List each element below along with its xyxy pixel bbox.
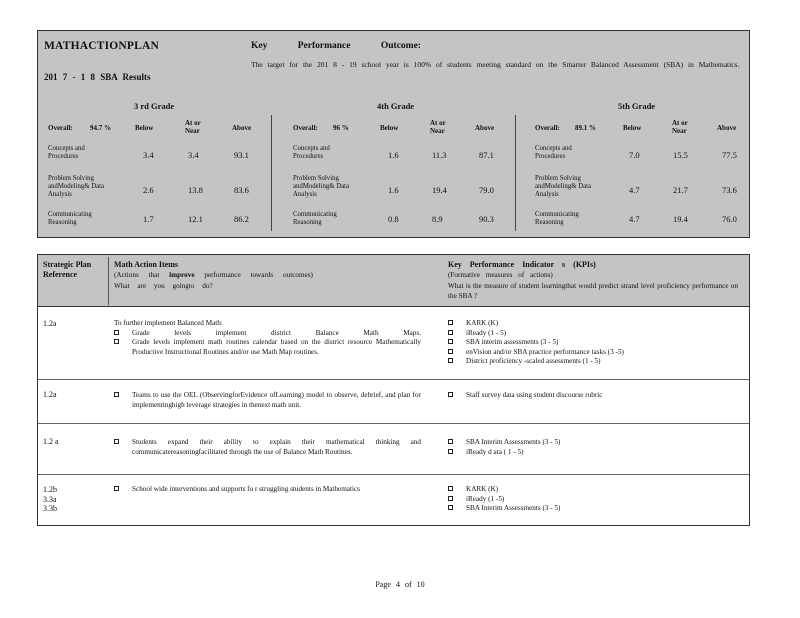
- table-header: [38, 255, 749, 307]
- kpi-item: [448, 338, 748, 348]
- action-section: [38, 308, 749, 380]
- kpi-text: SBA Interim Assessments (3 - 5): [466, 438, 561, 446]
- action-items-header: Math Action Items: [114, 260, 178, 269]
- plan-reference: 1.2 a: [43, 437, 59, 446]
- action-text: Teams to use the OEL (ObservingforEvidence ofLearning) model to observe, debrief, and plan for implementinghigh leverage strategies in thenext math unit.: [132, 391, 421, 409]
- action-plan-table: [37, 254, 750, 526]
- row-label: Communicating Reasoning: [535, 211, 579, 226]
- bullet-box-icon: [448, 320, 453, 325]
- bullet-box-icon: [448, 439, 453, 444]
- action-item: [114, 338, 421, 357]
- row-label: Problem Solving andModeling& Data Analysis: [293, 175, 350, 198]
- kpi-list: [448, 319, 748, 367]
- kpi-subheader: (Formative measures of actions): [448, 271, 553, 279]
- bullet-box-icon: [448, 486, 453, 491]
- action-item: [114, 329, 421, 339]
- action-section: [38, 425, 749, 475]
- action-items-question: What are you goingto do?: [114, 282, 213, 290]
- value-below: 0.8: [388, 214, 399, 224]
- value-near: 3.4: [188, 150, 199, 160]
- col-below: Below: [135, 124, 154, 132]
- value-near: 21.7: [673, 185, 688, 195]
- value-near: 11.3: [432, 150, 447, 160]
- value-below: 2.6: [143, 185, 154, 195]
- kpi-item: [448, 348, 748, 358]
- value-near: 19.4: [432, 185, 447, 195]
- value-above: 76.0: [722, 214, 737, 224]
- kpi-list: [448, 391, 748, 401]
- kpi-item: [448, 485, 748, 495]
- action-items: [114, 485, 421, 495]
- plan-reference: 3.3a: [43, 494, 57, 504]
- grade-title: 3 rd Grade: [134, 101, 175, 111]
- col-above: Above: [717, 124, 737, 132]
- key-performance-outcome-label: Key Performance Outcome:: [251, 41, 421, 51]
- col-at-or-near: At or Near: [430, 119, 446, 135]
- overall-value: 89.1 %: [575, 124, 596, 132]
- kpi-text: Staff survey data using student discourse rubric: [466, 391, 603, 399]
- kpi-header: Key Performance Indicator s (KPIs): [448, 260, 596, 269]
- bullet-box-icon: [114, 439, 119, 444]
- plan-references: [43, 485, 57, 514]
- action-item: [114, 438, 421, 457]
- action-text: Students expand their ability to explain their mathematical thinking and communicatereasoningfacilitated through the use of Balance Math Routines.: [132, 438, 421, 456]
- bullet-box-icon: [448, 505, 453, 510]
- kpi-list: [448, 438, 748, 457]
- row-label: Concepts and Procedures: [293, 145, 330, 160]
- kpi-list: [448, 485, 748, 514]
- value-below: 1.6: [388, 185, 399, 195]
- value-above: 73.6: [722, 185, 737, 195]
- kpi-text: enVision and/or SBA practice performance tasks (3 -5): [466, 347, 624, 356]
- value-below: 4.7: [629, 214, 640, 224]
- row-label: Concepts and Procedures: [48, 145, 85, 160]
- row-label: Problem Solving andModeling& Data Analysis: [535, 175, 592, 198]
- value-above: 90.3: [479, 214, 494, 224]
- kpi-text: iReady (1 - 5): [466, 328, 507, 337]
- plan-reference: 1.2a: [43, 319, 57, 328]
- value-above: 77.5: [722, 150, 737, 160]
- value-above: 87.1: [479, 150, 494, 160]
- page-number: Page 4 of 10: [375, 580, 425, 589]
- overall-value: 96 %: [333, 124, 349, 132]
- row-label: Concepts and Procedures: [535, 145, 572, 160]
- col-above: Above: [475, 124, 495, 132]
- value-near: 19.4: [673, 214, 688, 224]
- value-above: 93.1: [234, 150, 249, 160]
- action-text: Grade levels implement math routines calendar based on the district resource Mathematically Productive Instructional Routines and/or use Math Map routines.: [132, 338, 421, 356]
- row-label: Problem Solving andModeling& Data Analysis: [48, 175, 105, 198]
- overall-label: Overall:: [535, 124, 560, 132]
- row-label: Communicating Reasoning: [293, 211, 337, 226]
- plan-reference: 1.2a: [43, 390, 57, 399]
- value-below: 1.6: [388, 150, 399, 160]
- kpi-item: [448, 357, 748, 367]
- kpi-item: [448, 391, 748, 401]
- value-above: 83.6: [234, 185, 249, 195]
- col-at-or-near: At or Near: [672, 119, 688, 135]
- kpi-text: KARK (K): [466, 485, 499, 493]
- value-near: 8.9: [432, 214, 443, 224]
- value-above: 79.0: [479, 185, 494, 195]
- kpi-item: [448, 448, 748, 458]
- bullet-box-icon: [448, 330, 453, 335]
- action-items-sub-bold: improve: [169, 271, 195, 279]
- grade-divider: [515, 115, 516, 231]
- bullet-box-icon: [114, 392, 119, 397]
- action-items: [114, 438, 421, 457]
- value-near: 13.8: [188, 185, 203, 195]
- bullet-box-icon: [448, 496, 453, 501]
- overall-label: Overall:: [48, 124, 73, 132]
- value-near: 15.5: [673, 150, 688, 160]
- bullet-box-icon: [448, 358, 453, 363]
- target-statement: The target for the 201 8 - 19 school year is 100% of students meeting standard on the Smarter Balanced Assessment (SBA) in Mathematics.: [251, 60, 740, 69]
- kpi-item: [448, 329, 748, 339]
- kpi-text: SBA interim assessments (3 - 5): [466, 338, 559, 346]
- action-text: Grade levels implement district Balance Math Maps.: [132, 328, 421, 337]
- results-subtitle: 201 7 - 1 8 SBA Results: [44, 72, 151, 82]
- kpi-item: [448, 438, 748, 448]
- value-below: 4.7: [629, 185, 640, 195]
- grade-title: 5th Grade: [618, 101, 656, 111]
- plan-reference: 3.3b: [43, 504, 57, 513]
- kpi-text: KARK (K): [466, 319, 499, 327]
- action-item: [114, 485, 421, 495]
- action-section: [38, 476, 749, 525]
- kpi-item: [448, 495, 748, 505]
- bullet-box-icon: [448, 449, 453, 454]
- action-items: [114, 391, 421, 410]
- bullet-box-icon: [448, 339, 453, 344]
- bullet-box-icon: [114, 339, 119, 344]
- overall-value: 94.7 %: [90, 124, 111, 132]
- kpi-text: SBA Interim Assessments (3 - 5): [466, 504, 561, 512]
- overall-label: Overall:: [293, 124, 318, 132]
- value-above: 86.2: [234, 214, 249, 224]
- bullet-box-icon: [448, 349, 453, 354]
- action-section: [38, 381, 749, 424]
- value-near: 12.1: [188, 214, 203, 224]
- value-below: 3.4: [143, 150, 154, 160]
- kpi-item: [448, 319, 748, 329]
- value-below: 1.7: [143, 214, 154, 224]
- action-items-sub-b: performance towards outcomes): [204, 271, 313, 279]
- action-items-subheader: [114, 271, 313, 279]
- bullet-box-icon: [114, 330, 119, 335]
- col-below: Below: [623, 124, 642, 132]
- kpi-text: iReady d ata ( 1 - 5): [466, 447, 524, 456]
- plan-reference: 1.2b: [43, 485, 57, 494]
- bullet-box-icon: [448, 392, 453, 397]
- kpi-text: iReady (1 -5): [466, 494, 505, 503]
- sba-results-panel: [37, 30, 750, 238]
- action-text: School wide interventions and supports fo r struggling students in Mathematics: [132, 485, 360, 493]
- grade-divider: [271, 115, 272, 231]
- grade-title: 4th Grade: [377, 101, 415, 111]
- kpi-question: What is the measure of student learningthat would predict strand level proficiency performance on the SBA ?: [448, 282, 738, 300]
- action-items-sub-a: (Actions that: [114, 271, 160, 279]
- col-at-or-near: At or Near: [185, 119, 201, 135]
- col-below: Below: [380, 124, 399, 132]
- action-item: [114, 391, 421, 410]
- document-title: MATHACTIONPLAN: [44, 40, 160, 52]
- bullet-box-icon: [114, 486, 119, 491]
- col-above: Above: [232, 124, 252, 132]
- kpi-text: District proficiency -scaled assessments (1 - 5): [466, 357, 601, 365]
- action-items: [114, 319, 421, 357]
- value-below: 7.0: [629, 150, 640, 160]
- strategic-plan-reference-header: Strategic Plan Reference: [43, 260, 92, 279]
- action-intro: To further implement Balanced Math:: [114, 319, 223, 327]
- row-label: Communicating Reasoning: [48, 211, 92, 226]
- kpi-item: [448, 504, 748, 514]
- header-divider: [108, 257, 109, 305]
